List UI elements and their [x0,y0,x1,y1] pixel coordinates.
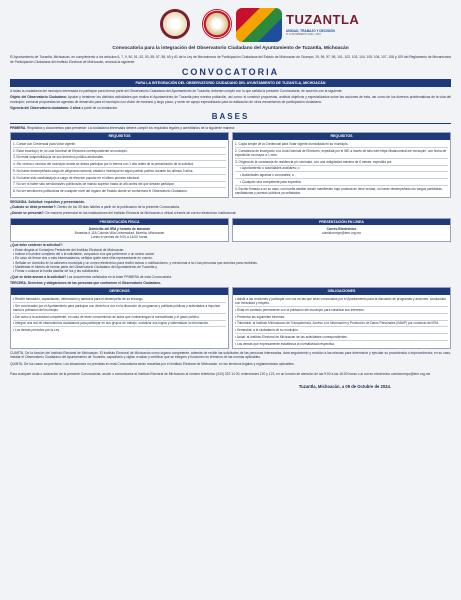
logo-subtitle-2: H. AYUNTAMIENTO 2024 - 2027 [286,33,321,37]
requisitos-table [10,132,451,198]
obligacion-item: • Presentar los siguientes informes: [235,314,448,321]
requisito-item: 4. Ser vecina o vecinos del municipio donde se desea participar por lo menos con 1 año antes de la presentación de la solicitud. [13,161,226,168]
cuando-label: ¿Cuándo se debe presentar?: [10,205,57,210]
requisito-item: 6. No haber sido candidata(o)s a cargo de elección popular en el último proceso electoral. [13,175,226,182]
anexo-line [10,275,451,279]
primera-label: PRIMERA. [10,125,27,130]
cuando-line [10,205,451,209]
objeto-text: Ayudar y fortalecer los distintos actividades que realiza el Ayuntamiento de Tuzantla para nuestra población, así como: el construir propuestas, análisis objetivos y especializados sobre las acciones de ésta, así como de los diversos problemáticas de la vida del municipio; construir propuestas de agendas de desarrollo para el municipio con visión de mediano y largo plazo; y servir de apoyo especializado para la realización de otros mecanismos de participación ciudadana. [10,95,451,104]
requisito-item: 1. Contar con Credencial para Votar vigente. [13,141,226,148]
document-title: Convocatoria para la integración del Observatorio Ciudadano del Ayuntamiento de Tuzantla, Michoacán [112,46,349,51]
contact-paragraph: Para cualquier duda o aclaración de la presente Convocatoria, acudir o comunicarse al Instituto Electoral de Michoacán al número telefónico (443) 322 14 00, extensiones 120 y 123, en un horario de atención de las 9:00 a las 16:00 horas o al correo electrónico comisionmpo@iem.org.mx [10,371,431,376]
primera-paragraph [10,126,451,130]
requisito-item: 3. No estar suspendida(o)s de sus derechos político-electorales. [13,155,226,162]
contenido-item: • En caso de firmar dos o más interesadas/os, señalar quién será el/la representante en común. [13,256,153,261]
presentacion-table [10,218,451,242]
logo-title: TUZANTLA [286,12,360,27]
documento-item: 4. Escrito firmado a un su caso, con huella dactilar donde manifiesten bajo protesta de decir verdad, no haber desempeñado los cargos partidistas, candidaturas y puestos públicos ya señalados. [235,186,443,195]
derecho-item: • Los demás previstos por la Ley. [13,328,60,333]
contenido-item: • Señalar un domicilio en la cabecera municipal y un correo electrónico para recibir avisos o notificaciones, y mencionar a la o las personas que autoriza para recibirlas. [13,260,258,265]
paragraph-objeto [10,95,451,104]
convocatoria-heading: CONVOCATORIA [181,66,280,77]
requisitos-right-body [233,140,450,198]
requisito-item: 2. Estar inscrita(o) en la Lista Nominal de Electores correspondiente al municipio. [13,148,226,155]
fisica-address: Bruselas # 118,Colonia Villa Universidad, Morelia, Michoacán [74,230,165,235]
document-date: Tuzantla, Michoacán, a 09 de Octubre de 2024. [298,384,391,390]
linea-header: PRESENTACIÓN EN LÍNEA [233,219,450,226]
obligaciones-header: OBLIGACIONES [233,288,450,295]
segunda-text: SEGUNDA. Solicitud: requisitos y presentación. [10,199,86,204]
contenido-item: • Estar dirigida al Consejero Presidente del Instituto Electoral de Michoacán. [13,247,125,252]
anexo-label: ¿Qué se debe anexar a la solicitud? [10,274,67,279]
obligacion-item: • Trimestral: al Instituto Michoacano de Transparencia, Acceso a la Información y Protección de Datos Personales (IMAIP) por conducto del IEM. [235,321,448,328]
tuzantla-logo [236,8,282,42]
derechos-obligaciones-table [10,287,451,349]
paragraph-1: A todas la ciudadanía del municipio interesada en participar para formar parte del Observatorio Ciudadano del Ayuntamiento de Tuzantla, deberán cumplir con lo que señala la presente Convocatoria, de acuerdo con la siguiente: [10,89,343,94]
logo-text [286,12,359,36]
donde-label: ¿Dónde se presenta?: [10,211,45,216]
quinta-paragraph: QUINTA. De los casos no previstos. Los situaciones no previstas en esta Convocatoria serán resueltas por el Instituto Electoral de Michoacán, en los términos legales y reglamentarios aplicables. [10,361,295,366]
primera-text: Requisitos y documentos para presentar: La ciudadanía interesada deberá cumplir los requisitos legales y acreditarlos de la siguiente manera: [27,125,236,130]
bases-heading: BASES [10,112,451,123]
cuando-text: Dentro de los 30 días hábiles a partir de la publicación de la presente Convocatoria. [57,205,180,210]
derecho-item: • Integrar una red de observatorios ciudadanos para participar en sus grupos de trabajo, socializar sus logros y sistematizar la información. [13,321,226,328]
contenido-item: • Indicar el nombre completo del o la solicitante, ocupación a la que pertenece o un sector social. [13,251,155,256]
obligacion-item: • Anual: al Instituto Electoral de Michoacán de las actividades correspondientes. [235,334,448,341]
documento-item: 2. Constancia de inscripción a la Lista Nominal de Electores, expedida por el INE a través de sitio web https://listanominal.ine.mx/scpln/, con fecha de expedición no mayor a 1 mes. [235,148,447,157]
donde-line [10,211,451,215]
contenido-item: • Firmar o colocar la huella dactilar de los y las solicitantes. [13,269,100,274]
requisitos-left-header: REQUISITOS [11,133,228,140]
intro-paragraph: El Ayuntamiento de Tuzantla, Michoacán, en cumplimiento a los artículos 6, 7, 9, 50, 51, 52, 53, 55, 57, 58, 60 y 61 de la Ley de Mecanismos de Participación Ciudadana del Estado de Michoacán de Ocampo; 19, 96, 97, 98, 101, 102, 103, 104, 105, 106, 107, 108 y 109 del Reglamento de Mecanismos de Participación Ciudadana del Instituto Electoral de Michoacán, anuncia la siguiente: [10,55,451,64]
obligaciones-column [232,287,451,349]
requisito-item: 8. No ser servidor/es públicos/as de cualquier nivel del órgano del Estado donde se conformará el Observatorio Ciudadano. [13,189,188,194]
state-seal-logo [160,9,190,39]
documento-item: • Autoridades agrarias o comunales; o [235,172,448,179]
linea-title: Correo Electrónico [326,226,357,231]
obligacion-item: • Asistir a las reuniones y participar con voz en las que sean convocados por el Ayuntamiento para la discusión de programas y acciones, conducidos con veracidad y respeto. [235,296,448,307]
documento-item: 3. Original de la constancia de residencia y/o vecindad, con una antigüedad máxima de 6 meses, expedida por: [235,159,448,166]
obligacion-item: • Estar en contacto permanente con la población del municipio para canalizar sus intereses. [235,307,448,314]
documento-item: • Ayuntamiento o autoridades auxiliares; o [235,166,448,173]
fisica-header: PRESENTACIÓN FÍSICA [11,219,228,226]
cuarta-paragraph: CUARTA. De la función del Instituto Electoral de Michoacán. El Instituto Electoral de Michoacán como órgano competente, además de recibir las solicitudes de las personas interesadas, dará seguimiento y revisión a las mismas para determinar y ejecutar su procedencia o improcedencia; en su caso, instalar el Observatorio Ciudadano del Ayuntamiento de Tuzantla, capacitarlo y vigilar, evaluar y certificar que se integren y funcionen en términos de las normas aplicables. [10,351,451,360]
derecho-item: • Dar aviso a la autoridad competente, en caso de tener conocimiento de actos que contravengan la normatividad y el gasto público. [13,314,226,321]
requisitos-right [232,132,451,198]
linea-email[interactable]: comisionmpo@iem.org.mx [321,230,362,235]
derechos-header: DERECHOS [11,288,228,295]
derecho-item: • Ser convocados por el Ayuntamiento para participar con derecho a voz en la discusión de programas y políticas públicas y actividades a impulsar hacia la población del municipio. [13,303,226,314]
donde-text: De manera presencial en las instalaciones del Instituto Electoral de Michoacán o virtual a través de correo electrónico institucional. [45,211,237,216]
paragraph-vigencia [10,106,451,110]
obligaciones-body [233,295,450,348]
contenido-label: ¿Qué debe contener la solicitud?: [10,243,64,248]
requisitos-left [10,132,229,198]
documento-item: • Cualquier otra competente para expedirla. [235,179,448,186]
requisito-item: 7. No ser ni haber sido servidoras/es públicos/as de mando superior hasta un año antes del que desean participar. [13,182,226,189]
anexo-text: Los documentos señalados en la base PRIMERA de esta Convocatoria. [67,274,173,279]
contenido-item: • Manifestar el interés de formar parte del Observatorio Ciudadano del Ayuntamiento de Tuzantla y, [13,264,158,269]
objeto-label: Objeto del Observatorio Ciudadano: [10,95,67,100]
vigencia-label: Vigencia del Observatorio ciudadano: 2 años [10,106,81,110]
requisitos-left-body [11,140,228,196]
presentacion-fisica [10,218,229,242]
derechos-body [11,295,228,335]
derechos-column [10,287,229,349]
vigencia-text: a partir de su instalación. [81,106,119,110]
documento-item: 1. Copia simple de la Credencial para Votar vigente domiciliada en su municipio. [235,141,448,148]
header [10,6,451,44]
requisito-item: 5. No haber desempeñado cargo de dirigencia nacional, estatal o municipal en algún partido político durante los últimos 3 años. [13,168,226,175]
derecho-item: • Recibir formación, capacitación, información y asesoría para el desempeño de su encargo. [13,296,226,303]
obligacion-item: • Las demás que expresamente establezca la normatividad respectiva. [235,341,335,346]
segunda-heading [10,200,451,204]
linea-body [233,225,450,237]
requisitos-right-header: REQUISITOS [233,133,450,140]
obligacion-item: • Semestral: a la ciudadanía de su municipio. [235,327,448,334]
contenido-list [10,248,451,274]
tercera-line [10,281,451,285]
municipal-seal-logo [202,9,232,39]
tercera-text: TERCERA. Derechos y obligaciones de las personas que conformen el Observatorio Ciudadano. [10,280,162,285]
fisica-body [11,225,228,241]
convocatoria-banner: PARA LA INTEGRACIÓN DEL OBSERVATORIO CIUDADANO DEL AYUNTAMIENTO DE TUZANTLA, MICHOACÁN [10,79,451,87]
fisica-hours: Lunes a viernes de 9:00 a 16:00 horas. [90,235,149,240]
presentacion-linea [232,218,451,242]
fisica-title: Domicilio del IEM y horario de atención [88,226,151,231]
logo-subtitle: UNIDAD, TRABAJO Y DECISIÓN [286,28,335,33]
